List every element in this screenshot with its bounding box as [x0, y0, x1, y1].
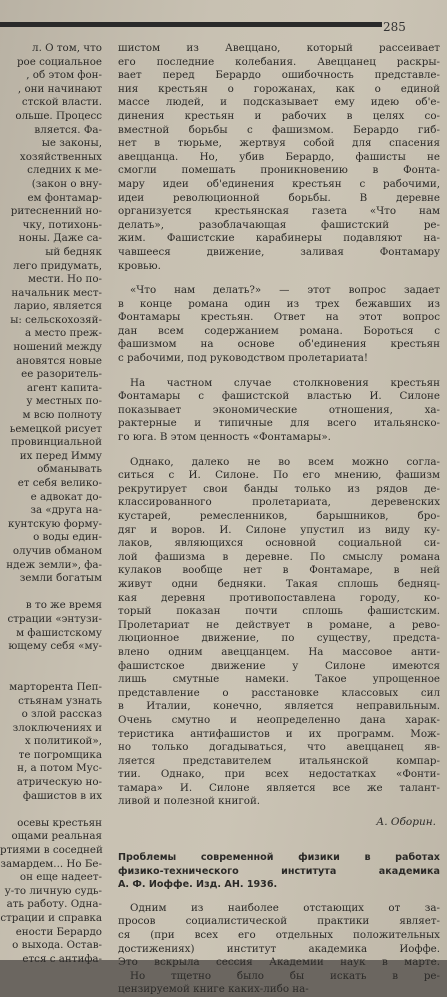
text-line: Фонтамары с фашистской властью И. Силоне — [118, 390, 440, 403]
text-line: Фонтамары крестьян. Ответ на этот вопрос — [118, 311, 440, 324]
text-line: тамара» И. Силоне является все же талант- — [118, 781, 440, 794]
text-line: ляется представителем итальянской компар- — [118, 754, 440, 767]
text-line: Проблемы современной физики в работах — [118, 852, 440, 864]
text-line: но только догадываться, что авеццанец яв- — [118, 741, 440, 754]
text-line: о воды един- — [33, 531, 102, 544]
text-line: ется с антифа- — [22, 952, 102, 965]
text-line: х политикой», — [24, 735, 102, 748]
text-line: идеи революционной борьбы. В деревне — [118, 191, 440, 204]
text-line: лаков, являющихся основной социальной си- — [118, 537, 440, 550]
text-line: ет себя велико- — [17, 477, 102, 489]
text-line: агент капита- — [26, 381, 102, 394]
text-line: м фашистскому — [16, 626, 102, 639]
text-line: злоключениях и — [12, 721, 102, 734]
text-line: живут одни бедняки. Такая сплошь бедняц- — [118, 577, 440, 590]
text-line: н, а потом Мус- — [17, 762, 102, 775]
text-line: ситься с И. Силоне. По его мнению, фашизм — [118, 469, 440, 482]
text-line: в то же время — [25, 599, 102, 612]
text-line: ольше. Процесс — [15, 109, 102, 122]
text-line: хозяйственных — [19, 150, 102, 163]
text-line: обманывать — [37, 463, 102, 476]
text-line: чку, потихонь- — [22, 218, 102, 231]
text-line: ый бедняк — [45, 245, 102, 258]
text-line: у местных по- — [26, 395, 102, 408]
text-line: кая деревня противопоставлена городу, ко- — [118, 591, 440, 604]
text-line: дан всем содержанием романа. Бороться с — [118, 324, 440, 337]
text-line: ношений между — [13, 341, 102, 354]
header-rule — [0, 22, 382, 27]
text-line: в Италии, конечно, является неправильным. — [118, 700, 440, 713]
text-line: следних к ме- — [27, 164, 102, 177]
text-line: е адвокат до- — [30, 490, 102, 503]
text-line: кустарей, ремесленников, барышников, бро- — [118, 510, 440, 522]
text-line: «Что нам делать?» — этот вопрос задает — [130, 284, 440, 297]
text-line: олучив обманом — [12, 544, 102, 557]
text-line: о злой рассказ — [21, 708, 102, 721]
text-line: (закон о вну- — [31, 177, 102, 190]
text-line: физико-технического института академика — [118, 865, 440, 877]
text-line: ановятся новые — [16, 354, 102, 367]
text-line: в конце романа один из трех бежавших из — [118, 297, 440, 310]
text-line: люционное движение, по существу, предста- — [118, 632, 440, 645]
text-line: замардем... Но Бе- — [0, 857, 102, 870]
text-line: его последние колебания. Авеццанец раскры- — [118, 55, 440, 68]
text-line: вляется. Фа- — [34, 123, 102, 136]
text-line: ы: сельскохозяй- — [10, 313, 102, 326]
text-line: ем фонтамар- — [27, 191, 102, 204]
text-line: ритесненний но- — [10, 205, 102, 218]
text-line — [0, 667, 102, 681]
page-number: 285 — [383, 20, 406, 34]
text-line: рое социальное — [16, 55, 102, 68]
text-line: фашистов в их — [22, 789, 102, 802]
text-line: динения крестьян и рабочих в целях со- — [118, 109, 440, 122]
text-line: фашистское движение у Силоне имеются — [118, 659, 440, 672]
text-line: делать», разоблачающая фашистский ре- — [118, 218, 440, 231]
paragraph-critique — [118, 456, 440, 809]
text-line: просов социалистической практики являет- — [118, 915, 440, 928]
text-line: ндеж земли», фа- — [6, 558, 102, 571]
text-line: их перед Имму — [19, 449, 102, 462]
text-line: стьянам узнать — [18, 694, 102, 707]
text-line: осевы крестьян — [17, 816, 102, 829]
text-line: лего придумать, — [13, 259, 102, 272]
text-line: Очень смутно и неопределенно дана харак- — [118, 713, 440, 726]
text-line: о выхода. Остав- — [12, 939, 102, 952]
text-line: , об этом фон- — [26, 69, 102, 82]
text-line: земли богатым — [19, 572, 102, 585]
text-line: дяг и воров. И. Силоне упустил из виду ку- — [118, 523, 440, 536]
text-line: достижениях) институт академика Иоффе. — [118, 942, 440, 955]
text-line: ьемецкой рисует — [9, 422, 102, 435]
text-line: го юга. В этом ценность «Фонтамары». — [118, 431, 331, 444]
paragraph-economic-relations — [118, 377, 440, 445]
review-heading — [118, 851, 440, 892]
text-line: у-то личную судь- — [4, 884, 102, 897]
paragraph-what-to-do — [118, 284, 440, 366]
text-line: влено одним авеццанцем. На массовое анти- — [118, 645, 440, 658]
text-line: л. О том, что — [32, 42, 102, 54]
text-line — [0, 803, 102, 817]
text-line: классированного пролетариата, деревенских — [118, 496, 440, 509]
text-line: представление о расстановке классовых сил — [118, 686, 440, 699]
text-line: кунтскую форму- — [8, 517, 102, 530]
text-line: страции и справка — [0, 912, 102, 924]
text-line: ливой и полезной книгой. — [118, 795, 261, 808]
text-line: Одним из наиболее отстающих от за- — [130, 901, 440, 914]
text-line: ноны. Даже са- — [18, 232, 102, 245]
review-body-text — [118, 902, 440, 997]
text-line: ощами реальная — [11, 830, 102, 843]
text-line: Но тщетно было бы искать в ре- — [130, 969, 440, 982]
text-line: ать работу. Одна- — [6, 898, 102, 911]
text-line: нет в тюрьме, жертвуя собой для спасения — [118, 137, 440, 150]
text-line: торый показан почти сплошь фашистским. — [118, 605, 440, 618]
text-line: цензируемой книге каких-либо на- — [118, 983, 309, 996]
text-line: А. Ф. Иоффе. Изд. АН. 1936. — [118, 879, 278, 891]
right-column — [118, 42, 440, 996]
text-line: Однако, далеко не во всем можно согла- — [130, 455, 440, 468]
text-line: авеццанца. Но, убив Берардо, фашисты не — [118, 150, 440, 163]
text-line: ее разоритель- — [21, 368, 102, 381]
text-line: ся (при всех его отдельных положительных — [118, 929, 440, 942]
text-line: ющему себя «му- — [8, 640, 102, 653]
text-line: мару идеи об'единения крестьян с рабочими, — [118, 177, 440, 190]
text-line: На частном случае столкновения крестьян — [130, 376, 440, 389]
text-line: те погромщика — [18, 748, 102, 761]
text-line: провинциальной — [11, 436, 102, 449]
left-column-text — [0, 42, 103, 965]
text-line: ртиями в соседней — [0, 844, 103, 857]
text-line: показывает экономические отношения, ха- — [118, 403, 440, 416]
text-line: Пролетариат не действует в романе, а рево- — [118, 618, 440, 631]
text-line: вает перед Берардо ошибочность представле- — [118, 69, 440, 82]
text-line: лой фашизма в деревне. По смыслу романа — [118, 550, 440, 563]
text-line: ености Берардо — [15, 925, 102, 938]
text-line: страции «энтузи- — [7, 612, 102, 625]
text-line: рекрутирует свои банды только из рядов де- — [118, 482, 440, 495]
text-line: теристика антифашистов и их программ. Мож- — [118, 727, 440, 740]
text-line: ые законы, — [41, 137, 102, 150]
review-signature: А. Оборин. — [376, 816, 436, 829]
text-line: начальник мест- — [11, 286, 102, 299]
text-line: вместной борьбы с фашизмом. Берардо гиб- — [118, 123, 440, 136]
text-line: рактерные и типичные для всего итальянско- — [118, 417, 440, 430]
text-line: кровью. — [118, 259, 161, 272]
text-line: ния крестьян о горожанах, как о единой — [118, 82, 440, 95]
text-line: чавшееся движение, заливая Фонтамару — [118, 245, 440, 258]
text-line — [0, 654, 102, 668]
text-line: фашизмом на основе об'единения крестьян — [118, 338, 440, 351]
text-line: мести. Но по- — [28, 273, 102, 286]
paragraph-plot-summary — [118, 42, 440, 273]
text-line: шистом из Авеццано, который рассеивает — [118, 42, 440, 54]
text-line: марторента Пеп- — [9, 680, 102, 693]
text-line: он еще надеет- — [19, 871, 102, 884]
text-line — [0, 586, 102, 600]
text-line: смогли помешать проникновению в Фонта- — [118, 164, 440, 177]
text-line: Это вскрыла сессия Академии наук в марте. — [118, 956, 440, 969]
text-line: тии. Однако, при всех недостатках «Фонти- — [118, 768, 440, 781]
text-line: массе людей, и подсказывает ему идею об'е- — [118, 96, 440, 109]
text-line: кулаков вообще нет в Фонтамаре, в ней — [118, 564, 440, 577]
text-line: лишь смутные намеки. Такое упрощенное — [118, 673, 440, 686]
text-line: а место преж- — [25, 327, 102, 340]
text-line: ларио, является — [13, 300, 102, 313]
text-line: организуется крестьянская газета «Что нам — [118, 205, 440, 218]
text-line: , они начинают — [17, 82, 102, 95]
text-line: м всю полноту — [22, 409, 102, 422]
text-line: атрическую но- — [16, 776, 102, 789]
text-line: за «друга на- — [30, 504, 102, 517]
text-line: жим. Фашистские карабинеры подавляют на- — [118, 232, 440, 245]
text-line: с рабочими, под руководством пролетариата! — [118, 352, 368, 365]
text-line: стской власти. — [21, 96, 102, 109]
